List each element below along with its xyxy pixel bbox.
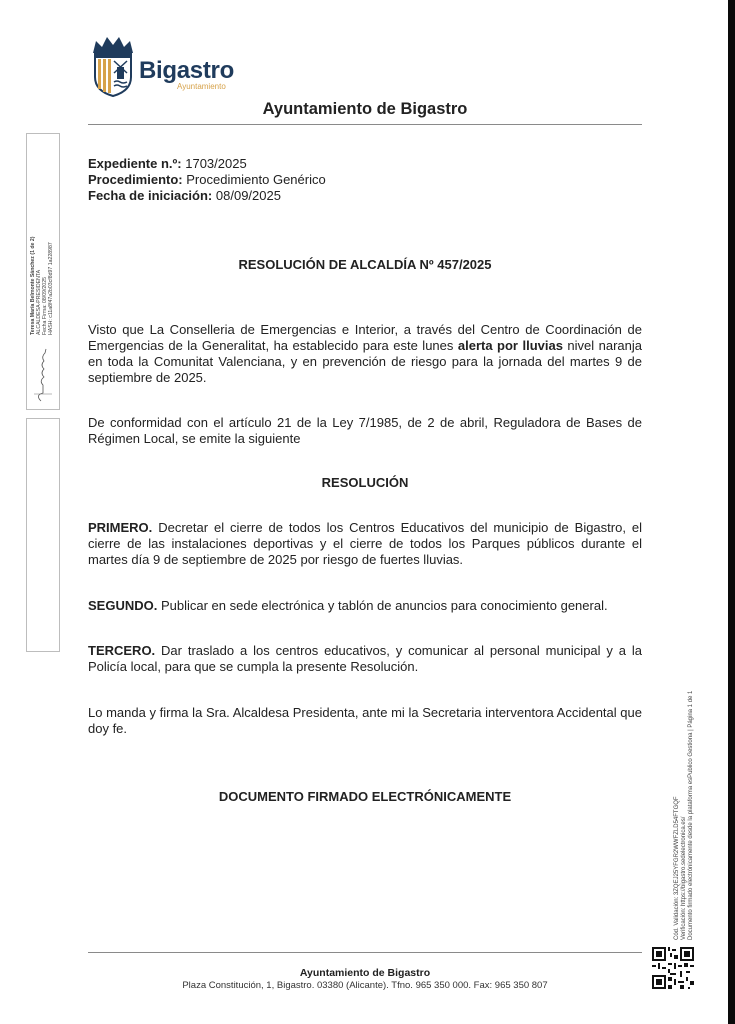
signature-date: Fecha Firma: 08/09/2025 xyxy=(42,277,48,335)
segundo-label: SEGUNDO. xyxy=(88,598,158,613)
primero-text: Decretar el cierre de todos los Centros Educativos del municipio de Bigastro, el cierre de las instalaciones deportivas y el cierre de todos los Parques públicos durante el martes día 9 de septiembre de 2025 por riesgo de fuertes lluvias. xyxy=(88,520,642,567)
procedimiento-value: Procedimiento Genérico xyxy=(186,172,326,187)
fecha-label: Fecha de iniciación: xyxy=(88,188,213,203)
section-title-resolucion: RESOLUCIÓN xyxy=(321,475,409,490)
paragraph-visto xyxy=(88,322,642,386)
screen-edge-strip xyxy=(728,0,735,1024)
expediente-row xyxy=(88,156,326,172)
signer-role: ALCALDESA-PRESIDENTA xyxy=(36,269,42,335)
signed-electronically-label: DOCUMENTO FIRMADO ELECTRÓNICAMENTE xyxy=(218,789,512,804)
tercero-label: TERCERO. xyxy=(88,643,156,658)
p1-text-a: Visto que La Conselleria de Emergencias e Interior, a través del Centro de Coordinación de Emergencias de la Generalitat, ha establecido para este lunes xyxy=(88,322,642,353)
verification-url[interactable]: Verificación: https://bigastro.sedelectronica.es/ xyxy=(681,816,687,940)
coat-of-arms-icon xyxy=(90,35,136,97)
procedimiento-label: Procedimiento: xyxy=(88,172,183,187)
resolution-title: RESOLUCIÓN DE ALCALDÍA Nº 457/2025 xyxy=(238,257,492,272)
case-metadata xyxy=(88,156,326,204)
qr-code-icon[interactable] xyxy=(652,947,694,989)
paragraph-conformidad: De conformidad con el artículo 21 de la Ley 7/1985, de 2 de abril, Reguladora de Bases de Régimen Local, se emite la siguiente xyxy=(88,415,642,446)
logo-subtitle: Ayuntamiento xyxy=(177,82,226,91)
footer-divider xyxy=(88,952,642,953)
signature-box-empty xyxy=(26,418,60,652)
footer-address: Plaza Constitución, 1, Bigastro. 03380 (Alicante). Tfno. 965 350 000. Fax: 965 350 807 xyxy=(182,980,548,991)
footer-title: Ayuntamiento de Bigastro xyxy=(299,967,431,979)
header-divider xyxy=(88,124,642,125)
expediente-label: Expediente n.º: xyxy=(88,156,182,171)
logo-wordmark: Bigastro xyxy=(139,57,234,84)
p1-bold: alerta por lluvias xyxy=(457,338,563,353)
paragraph-primero xyxy=(88,520,642,568)
tercero-text: Dar traslado a los centros educativos, y comunicar al personal municipal y a la Policía local, para que se cumpla la presente Resolución. xyxy=(88,643,642,674)
page-header-title: Ayuntamiento de Bigastro xyxy=(262,100,468,118)
bigastro-logo xyxy=(90,35,240,97)
fecha-row xyxy=(88,188,326,204)
paragraph-segundo xyxy=(88,598,642,614)
primero-label: PRIMERO. xyxy=(88,520,153,535)
signature-hash: HASH: c11a8f47a2b03cf8d97 1a228987 xyxy=(48,242,54,335)
paragraph-tercero xyxy=(88,643,642,675)
procedimiento-row xyxy=(88,172,326,188)
p1-text-b: nivel naranja en toda la Comunitat Valenciana, y en prevención de riesgo para la jornada del martes 9 de septiembre de 2025. xyxy=(88,338,643,385)
paragraph-closing: Lo manda y firma la Sra. Alcaldesa Presidenta, ante mi la Secretaria interventora Accidental que doy fe. xyxy=(88,705,642,736)
signature-details xyxy=(30,215,54,335)
fecha-value: 08/09/2025 xyxy=(215,188,281,203)
expediente-value: 1703/2025 xyxy=(185,156,247,171)
validation-details xyxy=(674,691,695,940)
platform-notice: Documento firmado electrónicamente desde la plataforma esPublico Gestiona | Página 1 de 1 xyxy=(688,690,694,940)
handwritten-signature-icon xyxy=(31,345,55,405)
validation-code: Cód. Validación: 3ZQEJ25YFGR2WWFZLD54FTGQF xyxy=(674,796,680,940)
signer-name: Teresa María Belmonte Sánchez (1 de 2) xyxy=(30,236,36,335)
segundo-text: Publicar en sede electrónica y tablón de anuncios para conocimiento general. xyxy=(157,598,608,613)
